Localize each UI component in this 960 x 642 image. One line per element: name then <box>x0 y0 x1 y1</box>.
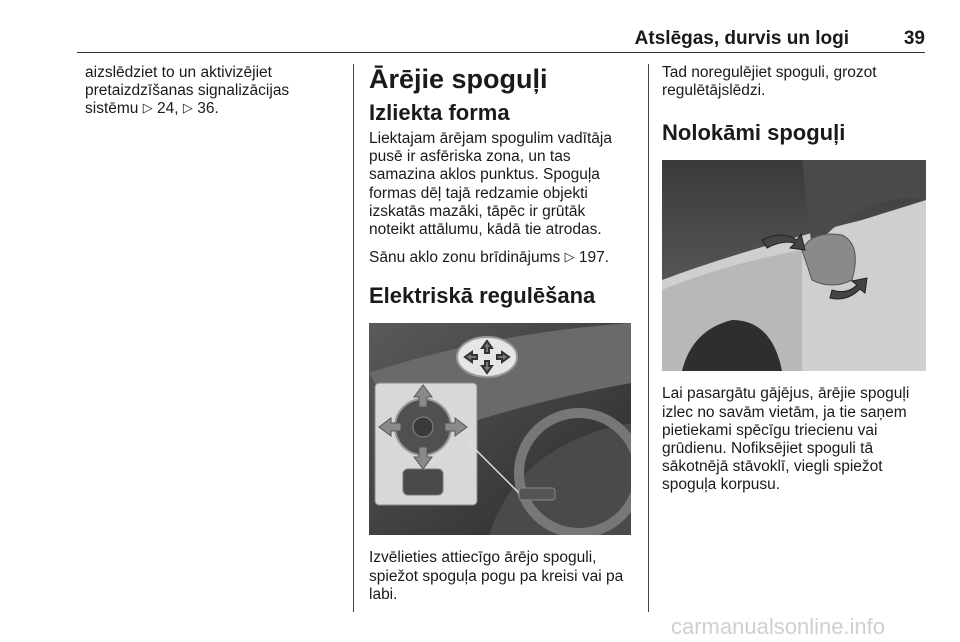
subsection-heading: Izliekta forma <box>369 100 510 125</box>
mirror-switch-photo <box>369 323 631 535</box>
convex-mirror-paragraph: Liektajam ārējam spogulim vadītāja pusē ir asfēriska zona, un tas samazina aklos punktus. Spoguļa formas dēļ tajā redzamie objekti izskatās mazāki, tāpēc ir grūtāk noteikt attālumu, kādā tie atrodas. <box>369 130 612 239</box>
folding-mirrors-heading: Nolokāmi spoguļi <box>662 120 846 146</box>
adjust-paragraph: Tad noregulējiet spoguli, grozot regulētājslēdzi. <box>662 64 877 100</box>
folding-mirror-photo <box>662 160 926 371</box>
folding-paragraph: Lai pasargātu gājējus, ārējie spoguļi izlec no savām vietām, ja tie saņem pietiekami spēcīgu triecienu vai grūdienu. Nofiksējiet spoguli tā sākotnējā stāvoklī, viegli spiežot spoguļa korpusu. <box>662 385 910 494</box>
section-heading: Ārējie spoguļi <box>369 64 548 94</box>
column-3 <box>662 64 926 505</box>
blind-zone-paragraph <box>369 249 635 267</box>
continued-paragraph <box>85 64 340 119</box>
watermark: carmanualsonline.info <box>671 614 886 639</box>
chapter-title: Atslēgas, durvis un logi <box>634 28 849 49</box>
continued-text: aizslēdziet to un aktivizējiet pretaizdzīšanas signalizācijas sistēmu <box>85 64 290 118</box>
column-divider-2 <box>648 64 649 612</box>
column-divider-1 <box>353 64 354 612</box>
page-header <box>77 20 925 53</box>
page-ref-arrow-icon: ▷ <box>564 249 575 265</box>
page-ref-arrow-icon: ▷ <box>142 100 153 116</box>
mirror-select-caption: Izvēlieties attiecīgo ārējo spoguli, spiežot spoguļa pogu pa kreisi vai pa labi. <box>369 549 624 603</box>
page-ref-36[interactable]: 36. <box>197 100 219 118</box>
page-ref-197[interactable]: 197. <box>578 249 610 267</box>
column-1 <box>85 64 340 129</box>
blind-zone-text: Sānu aklo zonu brīdinājums <box>369 249 561 267</box>
page-ref-24[interactable]: 24, <box>157 100 179 118</box>
page-number: 39 <box>903 28 925 49</box>
column-2 <box>369 64 635 614</box>
electric-adjustment-heading: Elektriskā regulēšana <box>369 283 596 309</box>
page-ref-arrow-icon: ▷ <box>182 100 193 116</box>
